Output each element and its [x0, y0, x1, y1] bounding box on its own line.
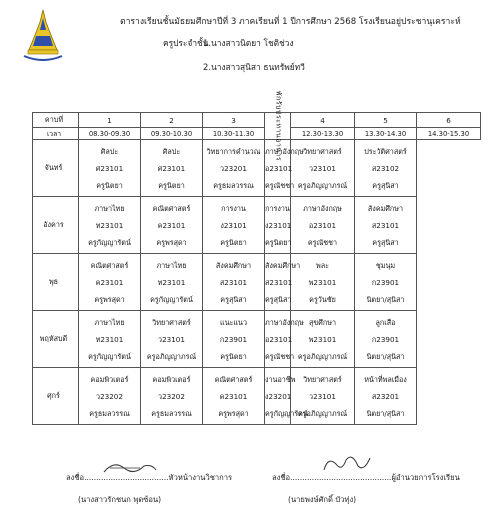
class-subject: ภาษาไทย [94, 317, 125, 327]
class-cell [79, 311, 141, 368]
class-teacher: นิตยา/สุนิสา [366, 294, 405, 304]
class-course-code: ว23202 [158, 391, 185, 401]
class-subject: คณิตศาสตร์ [214, 374, 253, 384]
period-number: 6 [417, 113, 481, 128]
class-subject: การงาน [221, 203, 246, 213]
class-teacher: ครูนิตยา [96, 180, 123, 190]
day-row [33, 368, 481, 425]
time-slot: 14.30-15.30 [417, 128, 481, 140]
time-row [33, 128, 481, 140]
class-cell [141, 368, 203, 425]
school-logo [20, 8, 66, 70]
class-course-code: ส23102 [371, 163, 400, 173]
period-number: 2 [141, 113, 203, 128]
class-teacher: ครูอภิญญาภรณ์ [297, 180, 348, 190]
class-course-code: ก23901 [219, 334, 248, 344]
class-teacher: ครูอภิญญาภรณ์ [297, 408, 348, 418]
class-cell [203, 368, 265, 425]
class-cell [79, 140, 141, 197]
class-course-code: ท23101 [157, 277, 186, 287]
class-cell [265, 197, 291, 254]
time-slot: 13.30-14.30 [355, 128, 417, 140]
class-teacher: ครูกัญญารัตน์ [265, 408, 308, 418]
class-cell [291, 197, 355, 254]
day-name: พฤหัสบดี [33, 311, 79, 368]
class-subject: ชุมนุม [375, 260, 396, 270]
period-number: 3 [203, 113, 265, 128]
class-subject: สังคมศึกษา [367, 203, 404, 213]
class-teacher: นิตยา/สุนิสา [366, 408, 405, 418]
class-teacher: ครูกัญญารัตน์ [150, 294, 193, 304]
class-cell [79, 197, 141, 254]
class-teacher: ครูกัญญารัตน์ [88, 351, 131, 361]
class-teacher: ครูนิตยา [220, 351, 247, 361]
day-row [33, 197, 481, 254]
class-teacher: ครูนิตยา [265, 237, 292, 247]
class-course-code: อ23101 [265, 334, 293, 344]
class-teacher: ครูณัชชา [265, 180, 295, 190]
class-subject: วิทยาการคำนวณ [206, 146, 261, 156]
class-subject: ภาษาอังกฤษ [265, 317, 304, 327]
class-teacher: ครูวันชัย [309, 294, 336, 304]
class-subject: คอมพิวเตอร์ [152, 374, 191, 384]
class-subject: คณิตศาสตร์ [90, 260, 129, 270]
class-course-code: พ23101 [308, 334, 337, 344]
time-slot: 08.30-09.30 [79, 128, 141, 140]
class-cell [141, 311, 203, 368]
class-teacher: ครูพรสุดา [218, 408, 249, 418]
class-course-code: ศ23101 [95, 163, 124, 173]
class-course-code: ว23202 [96, 391, 123, 401]
day-row [33, 254, 481, 311]
class-cell [203, 254, 265, 311]
day-name: พุธ [33, 254, 79, 311]
class-subject: ภาษาไทย [156, 260, 187, 270]
academic-head-name: (นางสาวรักชนก พุดซ้อน) [78, 495, 162, 504]
time-slot: 10.30-11.30 [203, 128, 265, 140]
day-name: ศุกร์ [33, 368, 79, 425]
class-cell [203, 140, 265, 197]
class-subject: คณิตศาสตร์ [152, 203, 191, 213]
director-signature [316, 450, 376, 476]
period-row [33, 113, 481, 128]
class-subject: พละ [315, 260, 329, 270]
class-teacher: ครูพรสุดา [94, 294, 125, 304]
class-teacher: ครูธมลวรรณ [151, 408, 192, 418]
class-subject: ศิลปะ [100, 146, 119, 156]
time-slot: 12.30-13.30 [291, 128, 355, 140]
class-cell [203, 197, 265, 254]
director-signature-line: ลงชื่อ..........................................ผู้อำนวยการโรงเรียน [272, 473, 460, 482]
class-teacher: ครูสุนิสา [265, 294, 292, 304]
class-course-code: ค23101 [157, 220, 186, 230]
page-title: ตารางเรียนชั้นมัธยมศึกษาปีที่ 3 ภาคเรียนที่ 1 ปีการศึกษา 2568 โรงเรียนอยู่ประชานุเคราะห์ [120, 17, 461, 27]
class-subject: ศิลปะ [162, 146, 181, 156]
class-subject: สังคมศึกษา [265, 260, 301, 270]
class-cell [291, 254, 355, 311]
class-teacher: ครูธมลวรรณ [89, 408, 130, 418]
academic-head-signature-line: ลงชื่อ...................................หัวหน้างานวิชาการ [66, 473, 233, 482]
day-name: จันทร์ [33, 140, 79, 197]
class-teacher: ครูสุนิสา [372, 237, 399, 247]
class-course-code: ว23101 [309, 163, 336, 173]
class-cell [141, 254, 203, 311]
class-cell [265, 254, 301, 311]
class-cell [355, 197, 417, 254]
class-course-code: ว23101 [309, 391, 336, 401]
class-teacher: ครูกัญญารัตน์ [88, 237, 131, 247]
class-course-code: ส23101 [219, 277, 248, 287]
day-row [33, 140, 481, 197]
class-course-code: ศ23101 [157, 163, 186, 173]
class-course-code: อ23101 [265, 163, 293, 173]
class-cell [265, 311, 304, 368]
class-teacher: นิตยา/สุนิสา [366, 351, 405, 361]
lunch-break-label: พักรับประทานอาหาร [274, 90, 282, 162]
class-subject: ภาษาอังกฤษ [265, 146, 304, 156]
class-subject: สุขศึกษา [309, 317, 336, 327]
class-cell [79, 254, 141, 311]
class-cell [141, 140, 203, 197]
class-subject: สังคมศึกษา [215, 260, 252, 270]
period-number: 5 [355, 113, 417, 128]
class-cell [355, 140, 417, 197]
class-subject: หน้าที่พลเมือง [364, 374, 407, 384]
class-course-code: ส23201 [371, 391, 400, 401]
class-course-code: ท23101 [95, 220, 124, 230]
director-name: (นายพงษ์ศักดิ์ บัวทุ่ง) [288, 495, 357, 504]
period-label: คาบที่ [33, 113, 79, 128]
class-teacher: ครูนิตยา [158, 180, 185, 190]
period-number: 4 [291, 113, 355, 128]
class-teacher: ครูณัชชา [307, 237, 338, 247]
class-course-code: ค23101 [95, 277, 124, 287]
class-teacher: ครูสุนิสา [220, 294, 247, 304]
class-cell [355, 254, 417, 311]
class-teacher: ครูอภิญญาภรณ์ [146, 351, 197, 361]
class-teacher: ครูสุนิสา [372, 180, 399, 190]
class-course-code: ส23101 [371, 220, 400, 230]
class-subject: งานอาชีพ [265, 374, 296, 384]
class-cell [265, 368, 308, 425]
homeroom-teacher-1: 1.นางสาวนิตยา โชติช่วง [203, 38, 294, 48]
class-course-code: ค23101 [219, 391, 248, 401]
class-course-code: ก23901 [371, 277, 400, 287]
class-subject: ภาษาไทย [94, 203, 125, 213]
day-row [33, 311, 481, 368]
class-subject: วิทยาศาสตร์ [303, 146, 342, 156]
class-cell [203, 311, 265, 368]
class-teacher: ครูธมลวรรณ [213, 180, 254, 190]
class-cell [141, 197, 203, 254]
class-cell [355, 368, 417, 425]
day-name: อังคาร [33, 197, 79, 254]
class-course-code: อ23101 [308, 220, 337, 230]
time-label: เวลา [33, 128, 79, 140]
class-subject: คอมพิวเตอร์ [90, 374, 129, 384]
homeroom-teacher-2: 2.นางสาวสุนิสา ธนทรัพย์ทวี [203, 62, 305, 72]
class-course-code: ว23101 [158, 334, 185, 344]
class-course-code: ท23101 [95, 334, 124, 344]
class-course-code: ก23901 [371, 334, 400, 344]
class-subject: วิทยาศาสตร์ [152, 317, 191, 327]
class-course-code: ว23201 [220, 163, 247, 173]
class-course-code: ง23201 [265, 391, 292, 401]
class-subject: ประวัติศาสตร์ [364, 146, 407, 156]
class-subject: การงาน [265, 203, 290, 213]
homeroom-teacher-label: ครูประจำชั้น [163, 38, 209, 48]
class-cell [79, 368, 141, 425]
class-cell [355, 311, 417, 368]
class-cell [291, 368, 355, 425]
class-teacher: ครูนิตยา [220, 237, 247, 247]
class-subject: แนะแนว [220, 317, 247, 327]
class-subject: วิทยาศาสตร์ [303, 374, 342, 384]
class-subject: ลูกเสือ [375, 317, 396, 327]
timetable [32, 90, 481, 425]
period-number: 1 [79, 113, 141, 128]
class-course-code: ส23101 [265, 277, 293, 287]
class-course-code: พ23101 [308, 277, 337, 287]
academic-head-signature [100, 456, 160, 478]
class-subject: ภาษาอังกฤษ [303, 203, 342, 213]
class-teacher: ครูณัชชา [265, 351, 295, 361]
time-slot: 09.30-10.30 [141, 128, 203, 140]
class-teacher: ครูพรสุดา [156, 237, 187, 247]
class-course-code: ง23101 [220, 220, 247, 230]
class-course-code: ง23101 [265, 220, 292, 230]
class-teacher: ครูอภิญญาภรณ์ [297, 351, 348, 361]
